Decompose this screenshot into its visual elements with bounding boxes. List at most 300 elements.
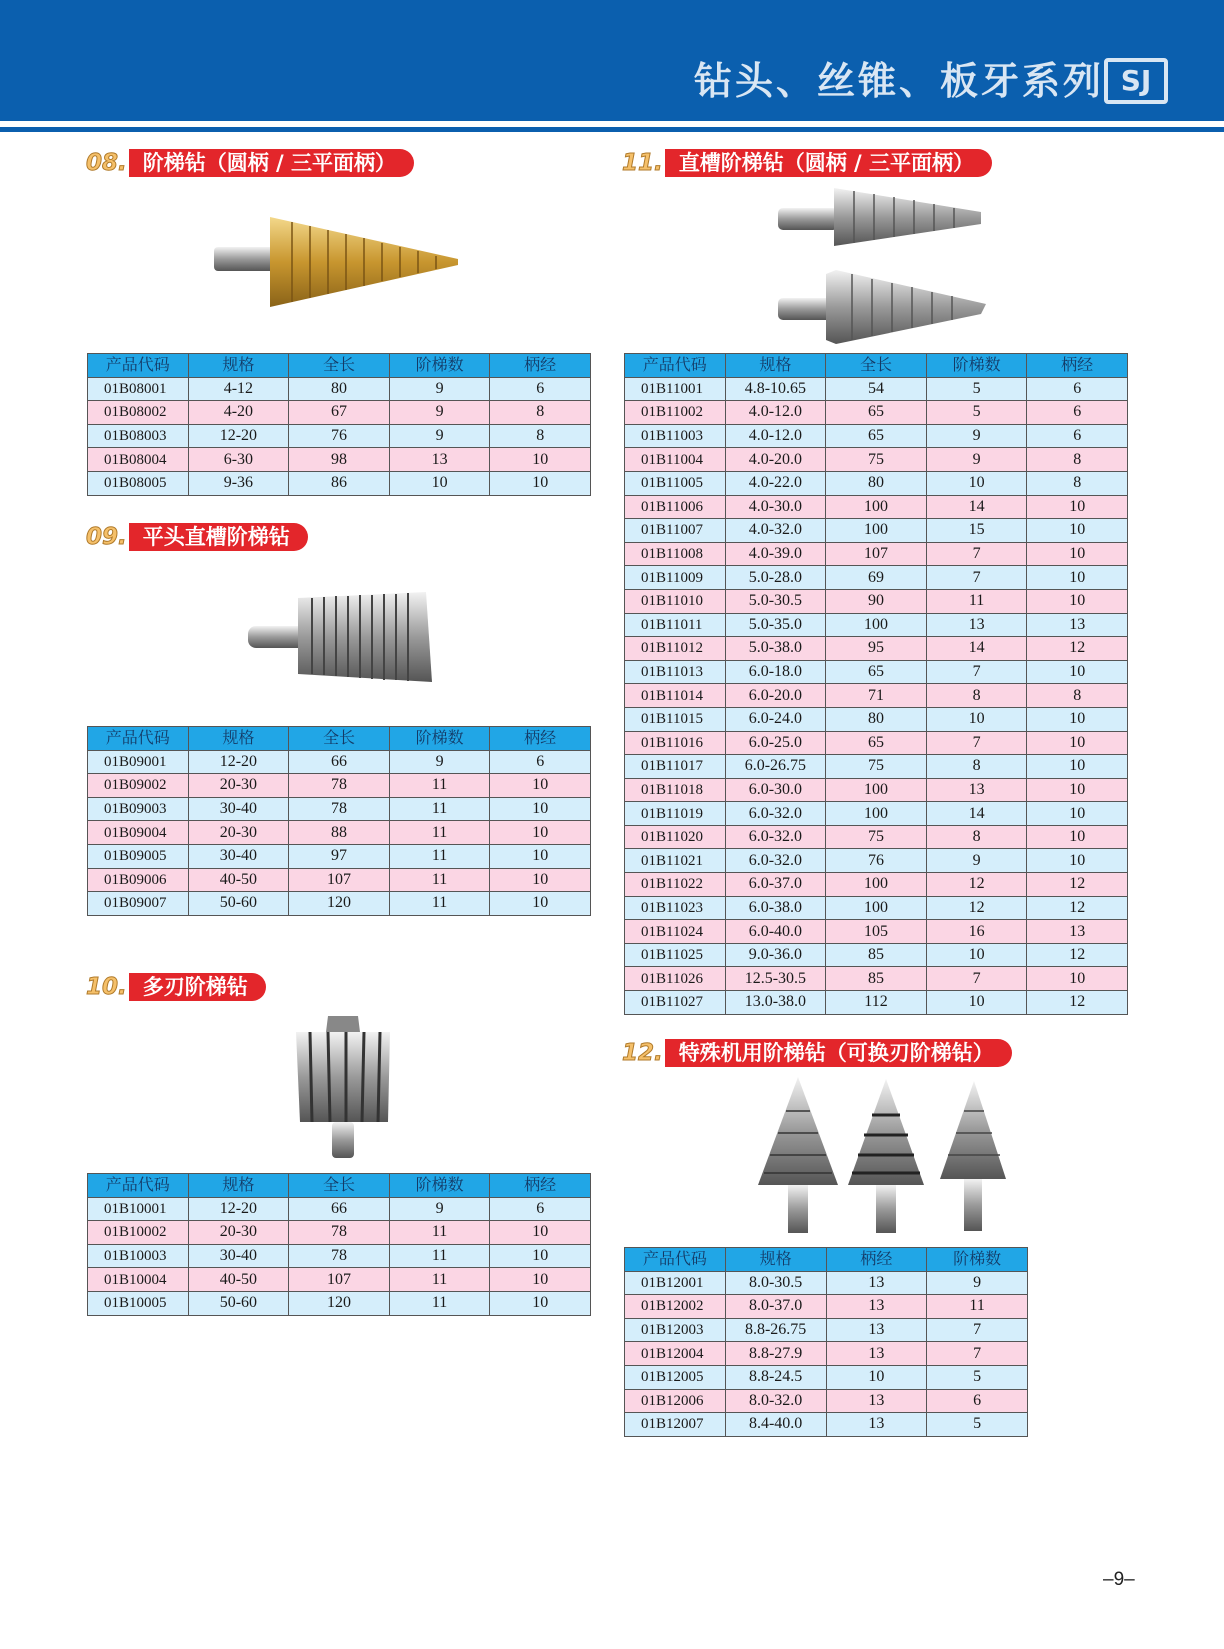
table-cell: 10: [1027, 849, 1128, 873]
table-cell: 13: [389, 448, 490, 472]
section-title: 多刃阶梯钻: [129, 973, 266, 1001]
table-cell: 14: [926, 495, 1027, 519]
table-cell: 75: [826, 825, 927, 849]
table-cell: 10: [490, 1268, 591, 1292]
table-cell: 88: [289, 821, 390, 845]
column-header: 产品代码: [88, 354, 189, 378]
table-cell: 8: [1027, 684, 1128, 708]
table-cell: 69: [826, 566, 927, 590]
table-cell: 120: [289, 1291, 390, 1315]
table-cell: 01B11022: [625, 873, 726, 897]
table-cell: 6: [1027, 424, 1128, 448]
table-cell: 11: [389, 844, 490, 868]
table-row: [88, 774, 591, 798]
header-rule: [0, 127, 1224, 132]
table-cell: 10: [490, 1221, 591, 1245]
column-header: 柄经: [826, 1248, 927, 1272]
table-cell: 01B11008: [625, 542, 726, 566]
table-row: [88, 401, 591, 425]
spec-table-12: [624, 1247, 1028, 1437]
table-cell: 01B08005: [88, 471, 189, 495]
section-number: 10.: [86, 974, 127, 1000]
table-cell: 6.0-30.0: [725, 778, 826, 802]
table-cell: 01B12001: [625, 1271, 726, 1295]
column-header: 柄经: [490, 727, 591, 751]
table-cell: 8: [1027, 448, 1128, 472]
table-cell: 12: [1027, 873, 1128, 897]
table-row: [625, 495, 1128, 519]
table-cell: 11: [389, 1268, 490, 1292]
table-cell: 8.0-30.5: [725, 1271, 826, 1295]
table-cell: 97: [289, 844, 390, 868]
table-cell: 10: [1027, 731, 1128, 755]
table-cell: 01B11005: [625, 471, 726, 495]
table-cell: 12-20: [188, 750, 289, 774]
table-row: [88, 1291, 591, 1315]
table-cell: 13: [926, 778, 1027, 802]
table-cell: 40-50: [188, 1268, 289, 1292]
table-cell: 5.0-30.5: [725, 589, 826, 613]
table-cell: 100: [826, 778, 927, 802]
table-cell: 80: [826, 707, 927, 731]
table-cell: 12-20: [188, 424, 289, 448]
table-cell: 01B09005: [88, 844, 189, 868]
column-header: 规格: [188, 354, 289, 378]
section-title: 平头直槽阶梯钻: [129, 523, 308, 551]
table-cell: 8: [926, 684, 1027, 708]
table-cell: 9: [926, 448, 1027, 472]
table-row: [625, 849, 1128, 873]
table-cell: 01B12007: [625, 1413, 726, 1437]
table-cell: 01B11009: [625, 566, 726, 590]
table-cell: 78: [289, 1221, 390, 1245]
spec-table-09: [87, 726, 591, 916]
table-cell: 01B11017: [625, 755, 726, 779]
table-row: [88, 750, 591, 774]
table-cell: 14: [926, 637, 1027, 661]
table-cell: 75: [826, 448, 927, 472]
column-header: 阶梯数: [389, 354, 490, 378]
table-cell: 6.0-38.0: [725, 896, 826, 920]
table-cell: 8.8-24.5: [725, 1365, 826, 1389]
table-cell: 10: [1027, 589, 1128, 613]
table-row: [625, 755, 1128, 779]
table-cell: 01B11013: [625, 660, 726, 684]
table-cell: 8.8-27.9: [725, 1342, 826, 1366]
table-cell: 4.0-30.0: [725, 495, 826, 519]
page-title: 钻头、丝锥、板牙系列: [693, 59, 1104, 103]
table-cell: 10: [1027, 566, 1128, 590]
table-cell: 6: [1027, 401, 1128, 425]
table-row: [625, 707, 1128, 731]
table-cell: 107: [289, 868, 390, 892]
table-cell: 11: [389, 1221, 490, 1245]
table-row: [625, 778, 1128, 802]
table-cell: 13: [926, 613, 1027, 637]
table-cell: 15: [926, 519, 1027, 543]
table-cell: 5.0-35.0: [725, 613, 826, 637]
table-cell: 01B09003: [88, 797, 189, 821]
column-header: 阶梯数: [926, 354, 1027, 378]
section-number: 11.: [622, 150, 663, 176]
table-cell: 10: [1027, 519, 1128, 543]
table-cell: 8.8-26.75: [725, 1318, 826, 1342]
table-cell: 10: [1027, 707, 1128, 731]
table-cell: 11: [389, 774, 490, 798]
table-row: [88, 868, 591, 892]
table-cell: 105: [826, 920, 927, 944]
table-cell: 01B11001: [625, 377, 726, 401]
table-row: [88, 892, 591, 916]
table-cell: 100: [826, 802, 927, 826]
table-row: [88, 821, 591, 845]
table-cell: 5: [927, 1413, 1028, 1437]
table-row: [88, 1197, 591, 1221]
table-cell: 01B11024: [625, 920, 726, 944]
table-cell: 12.5-30.5: [725, 967, 826, 991]
table-cell: 65: [826, 731, 927, 755]
table-row: [625, 731, 1128, 755]
table-cell: 50-60: [188, 892, 289, 916]
table-cell: 20-30: [188, 1221, 289, 1245]
table-cell: 01B11020: [625, 825, 726, 849]
table-cell: 11: [389, 1244, 490, 1268]
table-cell: 01B11018: [625, 778, 726, 802]
spec-table-11: [624, 353, 1128, 1015]
table-row: [625, 1271, 1028, 1295]
table-cell: 6.0-32.0: [725, 825, 826, 849]
table-cell: 75: [826, 755, 927, 779]
table-row: [88, 1221, 591, 1245]
multi-flute-step-drill-image: [288, 1012, 403, 1162]
table-cell: 20-30: [188, 821, 289, 845]
section-number: 12.: [622, 1040, 663, 1066]
table-row: [88, 797, 591, 821]
table-cell: 10: [490, 892, 591, 916]
table-cell: 10: [926, 471, 1027, 495]
table-cell: 4.0-20.0: [725, 448, 826, 472]
table-row: [625, 660, 1128, 684]
table-cell: 01B09002: [88, 774, 189, 798]
table-cell: 10: [926, 943, 1027, 967]
table-cell: 86: [289, 471, 390, 495]
column-header: 产品代码: [625, 1248, 726, 1272]
table-cell: 7: [926, 660, 1027, 684]
table-row: [88, 377, 591, 401]
table-cell: 13: [1027, 613, 1128, 637]
table-cell: 10: [1027, 660, 1128, 684]
table-cell: 01B12006: [625, 1389, 726, 1413]
column-header: 全长: [289, 727, 390, 751]
table-cell: 01B11015: [625, 707, 726, 731]
table-cell: 7: [926, 967, 1027, 991]
table-cell: 9: [389, 424, 490, 448]
table-cell: 9: [389, 401, 490, 425]
table-cell: 11: [389, 892, 490, 916]
straight-flute-step-drill-images: [776, 186, 991, 346]
table-cell: 5.0-38.0: [725, 637, 826, 661]
column-header: 柄经: [490, 354, 591, 378]
table-cell: 01B10003: [88, 1244, 189, 1268]
table-cell: 8: [490, 424, 591, 448]
column-header: 全长: [826, 354, 927, 378]
table-cell: 10: [1027, 542, 1128, 566]
table-cell: 6.0-25.0: [725, 731, 826, 755]
table-row: [625, 1295, 1028, 1319]
column-header: 产品代码: [88, 727, 189, 751]
table-cell: 100: [826, 519, 927, 543]
table-row: [625, 684, 1128, 708]
table-row: [625, 589, 1128, 613]
table-cell: 6.0-32.0: [725, 849, 826, 873]
table-row: [625, 613, 1128, 637]
table-row: [625, 1413, 1028, 1437]
table-cell: 8.4-40.0: [725, 1413, 826, 1437]
table-cell: 9.0-36.0: [725, 943, 826, 967]
table-cell: 01B08003: [88, 424, 189, 448]
table-cell: 10: [490, 471, 591, 495]
table-cell: 12-20: [188, 1197, 289, 1221]
column-header: 全长: [289, 354, 390, 378]
table-row: [88, 448, 591, 472]
table-cell: 01B09001: [88, 750, 189, 774]
table-cell: 4-20: [188, 401, 289, 425]
table-cell: 01B08004: [88, 448, 189, 472]
table-cell: 76: [289, 424, 390, 448]
brand-logo: SJ: [1104, 58, 1168, 104]
table-row: [625, 401, 1128, 425]
table-cell: 13: [826, 1389, 927, 1413]
table-cell: 01B10004: [88, 1268, 189, 1292]
replaceable-blade-step-drill-images: [752, 1075, 1012, 1235]
table-cell: 13.0-38.0: [725, 991, 826, 1015]
table-cell: 4.0-12.0: [725, 424, 826, 448]
table-cell: 12: [1027, 637, 1128, 661]
table-cell: 01B11026: [625, 967, 726, 991]
flat-head-step-drill-image: [246, 590, 436, 685]
column-header: 柄经: [1027, 354, 1128, 378]
table-cell: 90: [826, 589, 927, 613]
table-cell: 01B11004: [625, 448, 726, 472]
table-cell: 4.0-39.0: [725, 542, 826, 566]
table-cell: 71: [826, 684, 927, 708]
table-cell: 30-40: [188, 844, 289, 868]
table-cell: 01B09006: [88, 868, 189, 892]
table-cell: 9: [389, 750, 490, 774]
table-row: [625, 873, 1128, 897]
section-title: 直槽阶梯钻（圆柄 / 三平面柄）: [665, 149, 992, 177]
table-cell: 7: [926, 731, 1027, 755]
page-number: –9–: [1103, 1569, 1135, 1590]
table-row: [625, 991, 1128, 1015]
table-cell: 6: [490, 377, 591, 401]
table-cell: 85: [826, 943, 927, 967]
table-cell: 95: [826, 637, 927, 661]
table-cell: 10: [389, 471, 490, 495]
section-08-heading: [86, 148, 414, 178]
table-cell: 8.0-32.0: [725, 1389, 826, 1413]
table-cell: 6.0-32.0: [725, 802, 826, 826]
table-cell: 01B12004: [625, 1342, 726, 1366]
table-cell: 10: [490, 448, 591, 472]
table-cell: 10: [926, 991, 1027, 1015]
table-cell: 112: [826, 991, 927, 1015]
step-drill-gold-image: [210, 215, 470, 315]
table-cell: 11: [926, 589, 1027, 613]
table-cell: 11: [389, 868, 490, 892]
table-cell: 100: [826, 495, 927, 519]
table-cell: 10: [490, 774, 591, 798]
table-cell: 4.0-32.0: [725, 519, 826, 543]
column-header: 阶梯数: [389, 727, 490, 751]
table-header-row: [88, 354, 591, 378]
table-row: [88, 471, 591, 495]
section-number: 09.: [86, 524, 127, 550]
section-11-heading: [622, 148, 992, 178]
table-row: [625, 637, 1128, 661]
table-cell: 10: [1027, 495, 1128, 519]
table-cell: 8: [926, 755, 1027, 779]
table-cell: 01B11016: [625, 731, 726, 755]
table-cell: 78: [289, 797, 390, 821]
table-cell: 11: [389, 1291, 490, 1315]
table-cell: 01B12002: [625, 1295, 726, 1319]
table-row: [625, 448, 1128, 472]
table-cell: 01B11007: [625, 519, 726, 543]
table-cell: 7: [926, 566, 1027, 590]
table-row: [625, 896, 1128, 920]
table-cell: 10: [926, 707, 1027, 731]
table-cell: 54: [826, 377, 927, 401]
table-cell: 50-60: [188, 1291, 289, 1315]
table-cell: 01B11023: [625, 896, 726, 920]
table-cell: 65: [826, 424, 927, 448]
table-cell: 01B11014: [625, 684, 726, 708]
table-cell: 20-30: [188, 774, 289, 798]
table-cell: 5: [926, 401, 1027, 425]
column-header: 产品代码: [625, 354, 726, 378]
table-cell: 6-30: [188, 448, 289, 472]
table-cell: 10: [1027, 967, 1128, 991]
table-cell: 107: [289, 1268, 390, 1292]
section-title: 阶梯钻（圆柄 / 三平面柄）: [129, 149, 414, 177]
table-row: [625, 377, 1128, 401]
table-cell: 8: [926, 825, 1027, 849]
table-cell: 10: [490, 844, 591, 868]
section-number: 08.: [86, 150, 127, 176]
table-cell: 10: [1027, 802, 1128, 826]
table-cell: 7: [927, 1342, 1028, 1366]
table-cell: 100: [826, 896, 927, 920]
table-cell: 9: [389, 1197, 490, 1221]
table-cell: 6: [490, 750, 591, 774]
table-cell: 01B11012: [625, 637, 726, 661]
table-header-row: [625, 354, 1128, 378]
column-header: 产品代码: [88, 1174, 189, 1198]
table-cell: 6.0-24.0: [725, 707, 826, 731]
table-cell: 01B11027: [625, 991, 726, 1015]
table-cell: 01B08002: [88, 401, 189, 425]
table-cell: 6: [927, 1389, 1028, 1413]
table-cell: 66: [289, 1197, 390, 1221]
table-cell: 01B11021: [625, 849, 726, 873]
table-cell: 10: [826, 1365, 927, 1389]
table-cell: 10: [490, 1244, 591, 1268]
table-cell: 6.0-37.0: [725, 873, 826, 897]
table-cell: 6.0-20.0: [725, 684, 826, 708]
table-cell: 10: [1027, 825, 1128, 849]
table-cell: 6.0-40.0: [725, 920, 826, 944]
table-cell: 120: [289, 892, 390, 916]
table-cell: 14: [926, 802, 1027, 826]
table-cell: 9: [389, 377, 490, 401]
table-cell: 80: [289, 377, 390, 401]
table-row: [625, 1389, 1028, 1413]
table-cell: 76: [826, 849, 927, 873]
table-cell: 5.0-28.0: [725, 566, 826, 590]
column-header: 规格: [725, 1248, 826, 1272]
table-cell: 01B10001: [88, 1197, 189, 1221]
table-cell: 11: [389, 821, 490, 845]
table-row: [625, 967, 1128, 991]
table-cell: 01B11002: [625, 401, 726, 425]
column-header: 阶梯数: [389, 1174, 490, 1198]
table-row: [88, 844, 591, 868]
table-cell: 01B11010: [625, 589, 726, 613]
table-cell: 98: [289, 448, 390, 472]
table-row: [625, 566, 1128, 590]
table-cell: 30-40: [188, 1244, 289, 1268]
table-cell: 6.0-26.75: [725, 755, 826, 779]
column-header: 阶梯数: [927, 1248, 1028, 1272]
column-header: 规格: [188, 727, 289, 751]
table-cell: 01B11019: [625, 802, 726, 826]
table-cell: 13: [826, 1271, 927, 1295]
spec-table-10: [87, 1173, 591, 1316]
table-cell: 01B11003: [625, 424, 726, 448]
table-cell: 10: [1027, 755, 1128, 779]
table-row: [625, 943, 1128, 967]
table-cell: 10: [1027, 778, 1128, 802]
table-cell: 78: [289, 774, 390, 798]
table-cell: 12: [926, 896, 1027, 920]
table-row: [625, 542, 1128, 566]
table-header-row: [625, 1248, 1028, 1272]
table-row: [625, 802, 1128, 826]
table-cell: 40-50: [188, 868, 289, 892]
table-cell: 01B09004: [88, 821, 189, 845]
table-cell: 78: [289, 1244, 390, 1268]
section-10-heading: [86, 972, 266, 1002]
table-cell: 107: [826, 542, 927, 566]
table-cell: 13: [826, 1318, 927, 1342]
column-header: 规格: [725, 354, 826, 378]
table-cell: 01B10005: [88, 1291, 189, 1315]
table-cell: 13: [826, 1342, 927, 1366]
table-cell: 4.8-10.65: [725, 377, 826, 401]
table-cell: 12: [1027, 991, 1128, 1015]
table-cell: 8: [490, 401, 591, 425]
table-cell: 9: [926, 849, 1027, 873]
table-header-row: [88, 1174, 591, 1198]
table-cell: 01B11006: [625, 495, 726, 519]
table-row: [88, 1244, 591, 1268]
table-row: [625, 424, 1128, 448]
table-cell: 10: [490, 821, 591, 845]
table-cell: 30-40: [188, 797, 289, 821]
table-row: [625, 519, 1128, 543]
table-cell: 80: [826, 471, 927, 495]
